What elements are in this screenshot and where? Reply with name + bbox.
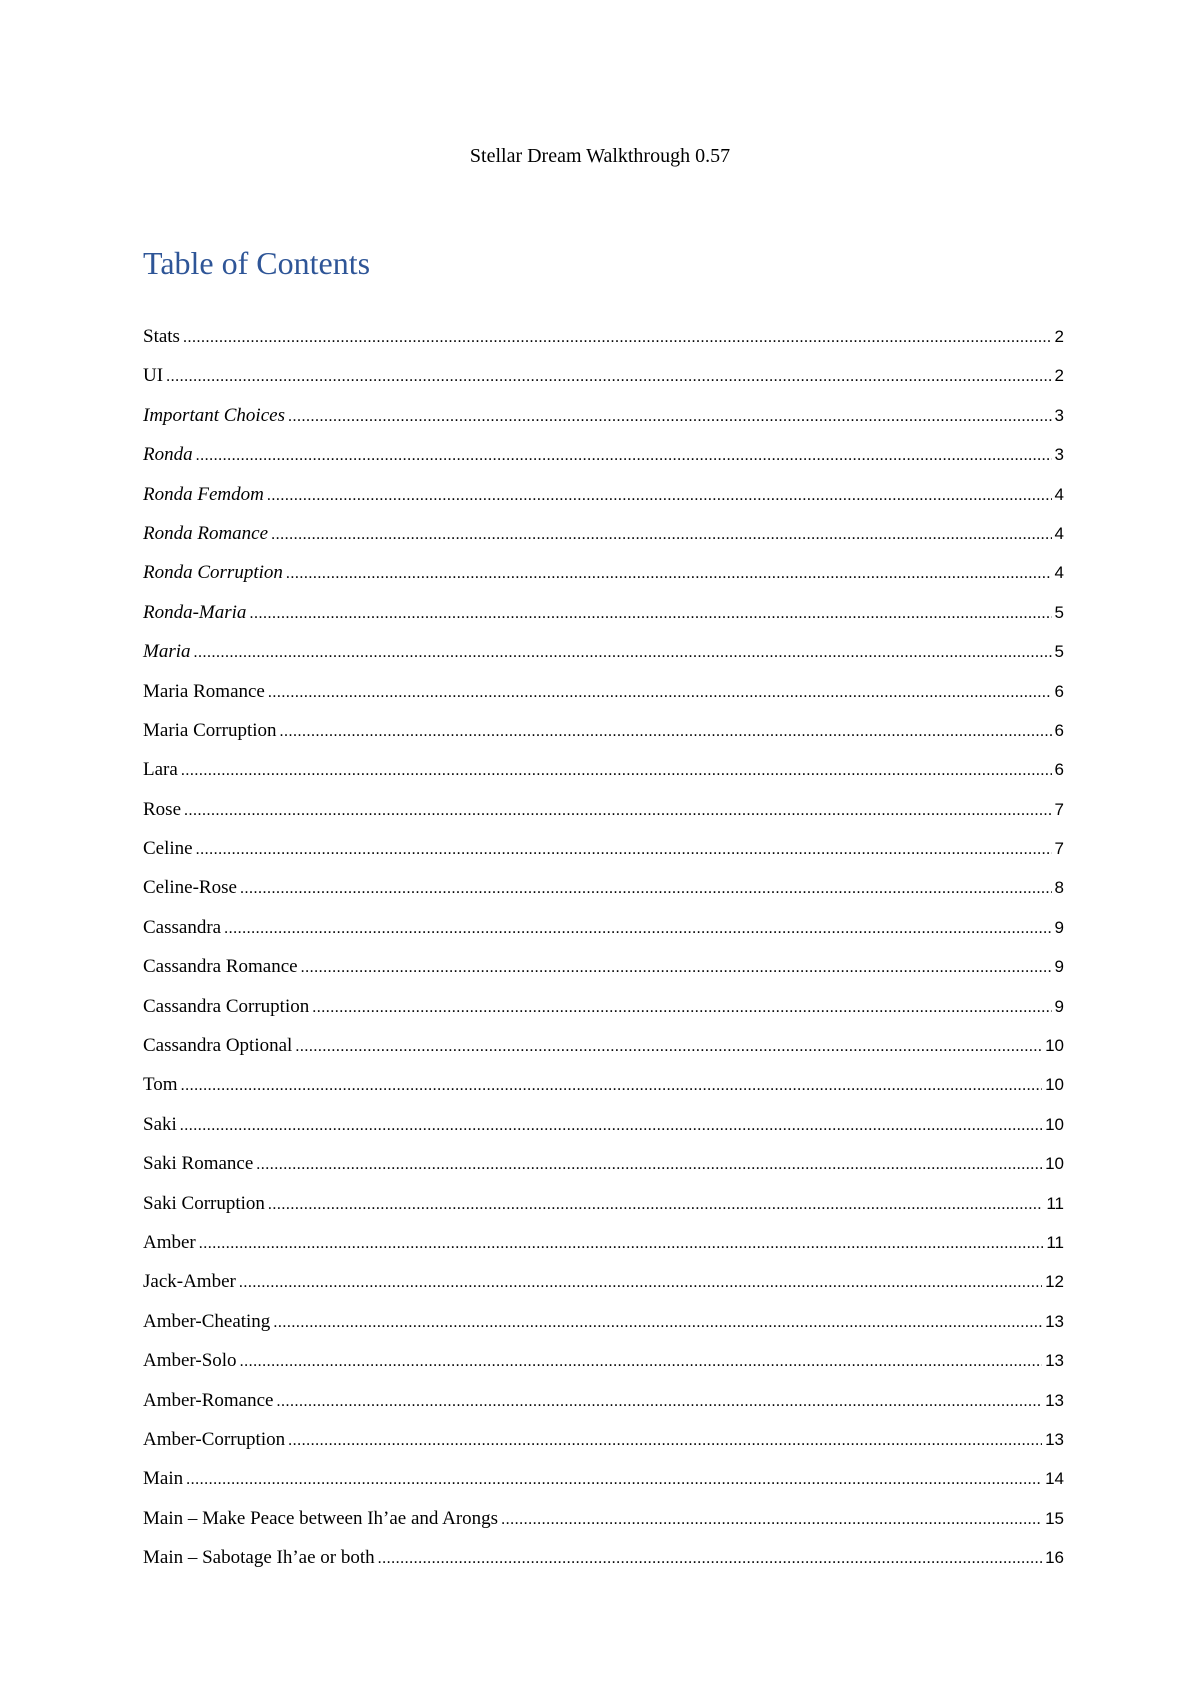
toc-entry-title: Ronda Corruption — [143, 562, 283, 584]
toc-entry-page-number: 3 — [1054, 445, 1064, 465]
toc-entry[interactable] — [143, 680, 1064, 719]
toc-entry-page-number: 14 — [1045, 1469, 1064, 1489]
toc-dot-leader — [199, 1232, 1044, 1256]
toc-entry-page-number: 6 — [1054, 760, 1064, 780]
toc-dot-leader — [267, 484, 1052, 508]
toc-entry-title: Amber-Romance — [143, 1389, 274, 1411]
toc-entry-page-number: 8 — [1054, 878, 1064, 898]
toc-dot-leader — [224, 917, 1051, 941]
toc-entry[interactable] — [143, 1467, 1064, 1506]
toc-dot-leader — [273, 1311, 1042, 1335]
toc-entry[interactable] — [143, 1192, 1064, 1231]
toc-entry-title: Cassandra Corruption — [143, 995, 310, 1017]
toc-entry[interactable] — [143, 601, 1064, 640]
toc-entry-page-number: 15 — [1045, 1508, 1064, 1528]
toc-entry-title: Ronda Femdom — [143, 483, 264, 505]
toc-entry-title: Main – Sabotage Ih’ae or both — [143, 1547, 375, 1569]
toc-entry-page-number: 13 — [1045, 1429, 1064, 1449]
toc-heading: Table of Contents — [143, 245, 371, 281]
toc-entry-title: UI — [143, 365, 164, 387]
toc-entry-title: Rose — [143, 798, 181, 820]
toc-entry-title: Saki Corruption — [143, 1192, 265, 1214]
toc-entry-title: Maria Romance — [143, 680, 265, 702]
toc-dot-leader — [181, 759, 1052, 783]
toc-entry-page-number: 11 — [1046, 1232, 1064, 1252]
toc-dot-leader — [268, 681, 1052, 705]
toc-entry-page-number: 12 — [1045, 1272, 1064, 1292]
toc-entry-title: Amber-Corruption — [143, 1428, 286, 1450]
toc-entry-title: Ronda Romance — [143, 522, 269, 544]
toc-dot-leader — [166, 365, 1051, 389]
toc-entry-title: Cassandra Optional — [143, 1035, 293, 1057]
toc-entry-page-number: 3 — [1054, 405, 1064, 425]
toc-entry-page-number: 13 — [1045, 1311, 1064, 1331]
toc-dot-leader — [240, 877, 1052, 901]
toc-entry-title: Main — [143, 1468, 184, 1490]
toc-entry[interactable] — [143, 1310, 1064, 1349]
toc-entry-page-number: 10 — [1045, 1114, 1064, 1134]
toc-dot-leader — [184, 799, 1052, 823]
toc-entry[interactable] — [143, 404, 1064, 443]
toc-dot-leader — [183, 326, 1052, 350]
toc-dot-leader — [286, 562, 1052, 586]
toc-dot-leader — [378, 1547, 1042, 1571]
toc-dot-leader — [268, 1193, 1043, 1217]
toc-entry-page-number: 7 — [1054, 799, 1064, 819]
toc-entry[interactable] — [143, 1152, 1064, 1191]
toc-entry-page-number: 7 — [1054, 839, 1064, 859]
toc-entry-title: Amber-Solo — [143, 1350, 237, 1372]
page-header: Stellar Dream Walkthrough 0.57 — [469, 145, 731, 167]
toc-entry-page-number: 13 — [1045, 1351, 1064, 1371]
toc-entry-title: Jack-Amber — [143, 1271, 236, 1293]
toc-dot-leader — [501, 1508, 1042, 1532]
toc-entry-page-number: 5 — [1054, 642, 1064, 662]
toc-entry[interactable] — [143, 1507, 1064, 1546]
toc-entry-page-number: 10 — [1045, 1075, 1064, 1095]
toc-entry-page-number: 10 — [1045, 1154, 1064, 1174]
toc-entry[interactable] — [143, 1546, 1064, 1585]
toc-dot-leader — [271, 523, 1051, 547]
toc-entry-page-number: 9 — [1054, 917, 1064, 937]
toc-dot-leader — [288, 405, 1052, 429]
toc-entry[interactable] — [143, 1349, 1064, 1388]
toc-dot-leader — [249, 602, 1051, 626]
toc-dot-leader — [288, 1429, 1042, 1453]
toc-entry-page-number: 4 — [1054, 523, 1064, 543]
toc-entry-page-number: 2 — [1054, 366, 1064, 386]
toc-entry-title: Maria Corruption — [143, 719, 277, 741]
toc-entry[interactable] — [143, 1428, 1064, 1467]
toc-entry-title: Important Choices — [143, 404, 285, 426]
toc-entry[interactable] — [143, 1113, 1064, 1152]
toc-entry-page-number: 2 — [1054, 327, 1064, 346]
toc-entry-title: Amber — [143, 1231, 196, 1253]
toc-entry[interactable] — [143, 1231, 1064, 1270]
toc-entry[interactable] — [143, 916, 1064, 955]
toc-entry[interactable] — [143, 1270, 1064, 1309]
toc-entry[interactable] — [143, 1034, 1064, 1073]
toc-dot-leader — [295, 1035, 1042, 1059]
toc-entry-title: Cassandra Romance — [143, 956, 298, 978]
toc-entry[interactable] — [143, 1073, 1064, 1112]
toc-entry-page-number: 4 — [1054, 484, 1064, 504]
toc-entry-title: Tom — [143, 1074, 178, 1096]
toc-entry[interactable] — [143, 325, 1064, 364]
toc-entry-page-number: 11 — [1046, 1193, 1064, 1213]
toc-entry-page-number: 13 — [1045, 1390, 1064, 1410]
toc-entry[interactable] — [143, 561, 1064, 600]
toc-entry[interactable] — [143, 483, 1064, 522]
toc-entry[interactable] — [143, 955, 1064, 994]
toc-dot-leader — [186, 1468, 1042, 1492]
toc-entry-title: Main – Make Peace between Ih’ae and Arongs — [143, 1507, 499, 1529]
toc-dot-leader — [194, 641, 1052, 665]
toc-entry-title: Ronda-Maria — [143, 601, 247, 623]
table-of-contents — [143, 325, 1064, 1586]
toc-entry[interactable] — [143, 758, 1064, 797]
toc-entry-page-number: 16 — [1045, 1548, 1064, 1568]
toc-entry[interactable] — [143, 876, 1064, 915]
toc-entry-page-number: 6 — [1054, 681, 1064, 701]
toc-entry-title: Lara — [143, 759, 178, 781]
toc-dot-leader — [256, 1153, 1042, 1177]
toc-entry-page-number: 4 — [1054, 563, 1064, 583]
toc-dot-leader — [196, 838, 1052, 862]
toc-entry-page-number: 10 — [1045, 1036, 1064, 1056]
toc-entry[interactable] — [143, 443, 1064, 482]
toc-entry-title: Saki — [143, 1113, 177, 1135]
toc-dot-leader — [312, 996, 1051, 1020]
toc-dot-leader — [301, 956, 1052, 980]
toc-entry[interactable] — [143, 837, 1064, 876]
toc-entry[interactable] — [143, 364, 1064, 403]
toc-entry-page-number: 6 — [1054, 720, 1064, 740]
toc-entry-title: Stats — [143, 326, 180, 347]
toc-dot-leader — [276, 1390, 1042, 1414]
toc-entry[interactable] — [143, 1389, 1064, 1428]
toc-entry[interactable] — [143, 522, 1064, 561]
toc-dot-leader — [280, 720, 1052, 744]
toc-entry-title: Saki Romance — [143, 1153, 254, 1175]
toc-dot-leader — [239, 1271, 1042, 1295]
toc-entry-page-number: 9 — [1054, 957, 1064, 977]
toc-entry[interactable] — [143, 640, 1064, 679]
toc-dot-leader — [196, 444, 1052, 468]
toc-entry[interactable] — [143, 995, 1064, 1034]
toc-entry-title: Celine-Rose — [143, 877, 237, 899]
toc-dot-leader — [180, 1114, 1042, 1138]
toc-entry-title: Celine — [143, 838, 193, 860]
toc-entry[interactable] — [143, 798, 1064, 837]
toc-entry-title: Ronda — [143, 444, 193, 466]
toc-entry[interactable] — [143, 719, 1064, 758]
toc-dot-leader — [240, 1350, 1043, 1374]
toc-entry-title: Cassandra — [143, 916, 222, 938]
toc-dot-leader — [181, 1074, 1043, 1098]
toc-entry-title: Maria — [143, 641, 191, 663]
toc-entry-page-number: 9 — [1054, 996, 1064, 1016]
toc-entry-title: Amber-Cheating — [143, 1310, 271, 1332]
toc-entry-page-number: 5 — [1054, 602, 1064, 622]
